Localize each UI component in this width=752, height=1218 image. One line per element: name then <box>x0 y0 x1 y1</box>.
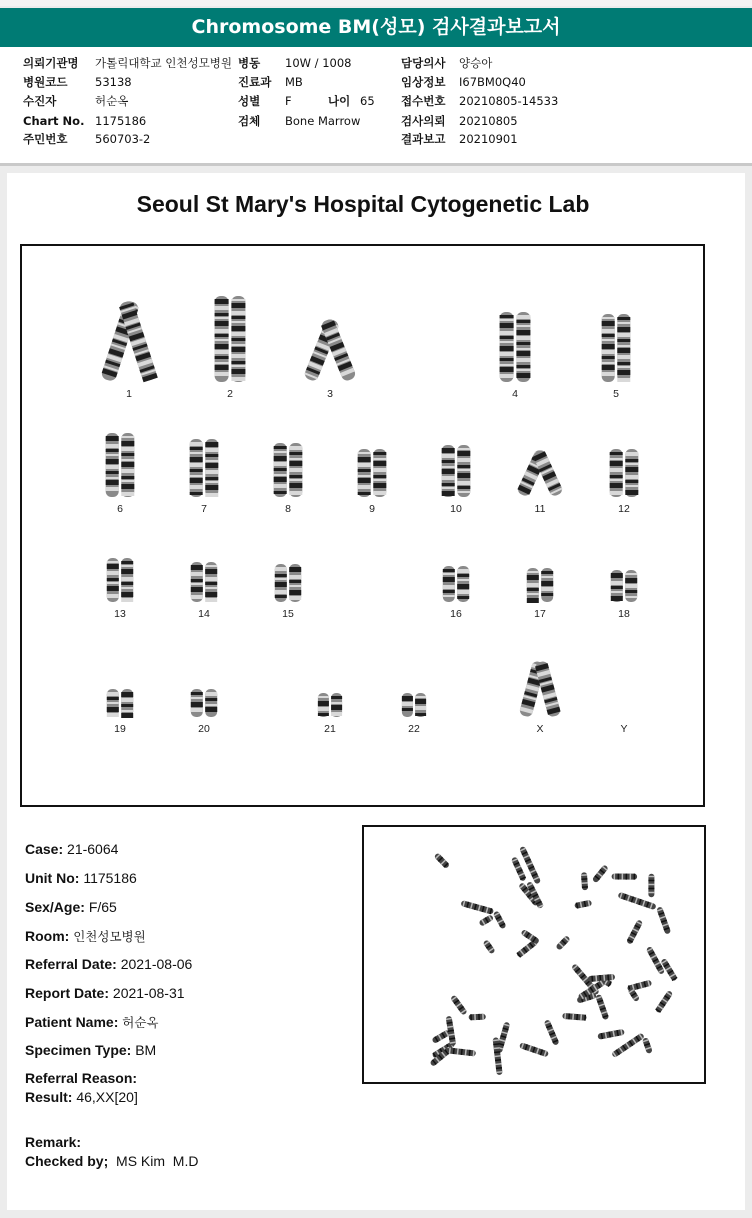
chromosome-9-b <box>373 449 386 497</box>
metaphase-chromosome <box>460 900 494 915</box>
value-chart-no: 1175186 <box>95 114 147 128</box>
label-ward: 병동 <box>238 56 261 70</box>
metaphase-chromosome <box>597 1029 625 1040</box>
metaphase-chromosome <box>656 906 671 934</box>
chromosome-12-a <box>610 449 623 497</box>
specimen-type-label: Specimen Type: <box>25 1042 132 1058</box>
chromosome-6-b <box>121 433 134 497</box>
chromosome-15-a <box>275 564 287 602</box>
unit-no-row <box>25 870 137 886</box>
metaphase-chromosome <box>642 1037 653 1054</box>
value-clinical-info: I67BM0Q40 <box>459 75 526 89</box>
label-sex: 성별 <box>238 94 261 108</box>
chromosome-22-a <box>402 693 413 717</box>
top-strip <box>0 0 752 6</box>
metaphase-chromosome <box>626 919 643 944</box>
metaphase-chromosome <box>581 872 588 890</box>
chromosome-13-a <box>107 558 119 602</box>
sex-age-row <box>25 899 117 915</box>
label-institution: 의뢰기관명 <box>23 56 79 70</box>
value-result-report: 20210901 <box>459 132 518 146</box>
case-label: Case: <box>25 841 64 857</box>
cytogenetic-report <box>7 173 745 1210</box>
metaphase-drawing <box>364 827 704 1082</box>
room-row <box>25 927 146 945</box>
metaphase-chromosome <box>434 852 451 869</box>
label-result-report: 결과보고 <box>401 132 446 146</box>
chromosome-label-15: 15 <box>282 608 294 620</box>
unit-no-label: Unit No: <box>25 870 80 886</box>
chromosome-17-a <box>527 568 539 603</box>
referral-date-value: 2021-08-06 <box>120 956 193 972</box>
value-hospital-code: 53138 <box>95 75 132 89</box>
case-row <box>25 841 118 857</box>
karyogram-drawing <box>22 246 703 805</box>
chromosome-10-b <box>457 445 470 497</box>
chromosome-label-Y: Y <box>620 723 628 735</box>
chromosome-label-11: 11 <box>534 503 546 515</box>
chromosome-14-b <box>205 562 217 602</box>
bottom-strip <box>0 1210 752 1218</box>
karyogram-image <box>20 244 705 807</box>
chromosome-5-a <box>602 314 615 382</box>
unit-no-value: 1175186 <box>83 870 137 886</box>
chromosome-4-b <box>516 312 530 382</box>
chromosome-label-3: 3 <box>327 388 333 400</box>
chromosome-label-13: 13 <box>114 608 126 620</box>
label-resident-no: 주민번호 <box>23 132 68 146</box>
result-value: 46,XX[20] <box>76 1089 138 1105</box>
metaphase-chromosome <box>478 914 494 927</box>
label-specimen: 검체 <box>238 114 261 128</box>
checked-by-row <box>25 1153 198 1169</box>
metaphase-chromosome <box>447 1047 476 1056</box>
chromosome-5-b <box>617 314 630 382</box>
sex-age-value: F/65 <box>88 899 117 915</box>
chromosome-20-b <box>205 689 217 717</box>
label-hospital-code: 병원코드 <box>23 75 68 89</box>
patient-info-panel <box>0 47 752 163</box>
metaphase-chromosome <box>469 1014 486 1021</box>
chromosome-10-a <box>442 445 455 497</box>
room-value: 인천성모병원 <box>73 930 146 944</box>
section-divider <box>0 163 752 166</box>
label-age: 나이 <box>328 94 351 108</box>
chromosome-label-21: 21 <box>324 723 336 735</box>
chromosome-label-12: 12 <box>618 503 630 515</box>
patient-name-row <box>25 1013 158 1031</box>
value-ward: 10W / 1008 <box>285 56 352 70</box>
checked-by-label: Checked by; <box>25 1153 109 1169</box>
value-sex: F <box>285 94 292 108</box>
metaphase-image <box>362 825 706 1084</box>
referral-reason-label: Referral Reason: <box>25 1070 138 1086</box>
chromosome-label-18: 18 <box>618 608 630 620</box>
chromosome-7-b <box>205 439 218 497</box>
chromosome-label-19: 19 <box>114 723 126 735</box>
metaphase-chromosome <box>450 995 468 1016</box>
metaphase-chromosome <box>493 910 507 929</box>
case-value: 21-6064 <box>67 841 119 857</box>
value-test-request: 20210805 <box>459 114 518 128</box>
chromosome-label-9: 9 <box>369 503 375 515</box>
value-institution: 가톨릭대학교 인천성모병원 <box>95 56 232 70</box>
chromosome-13-b <box>121 558 133 602</box>
chromosome-7-a <box>190 439 203 497</box>
value-age: 65 <box>360 94 375 108</box>
specimen-type-row <box>25 1042 156 1058</box>
result-row <box>25 1089 138 1105</box>
referral-date-row <box>25 956 192 972</box>
metaphase-chromosome <box>431 1029 450 1044</box>
chromosome-15-b <box>289 564 301 602</box>
chromosome-18-b <box>625 570 637 602</box>
chromosome-label-17: 17 <box>534 608 546 620</box>
checked-by-value: MS Kim M.D <box>116 1153 199 1169</box>
label-doctor: 담당의사 <box>401 56 446 70</box>
chromosome-12-b <box>625 449 638 497</box>
chromosome-8-b <box>289 443 302 497</box>
value-specimen: Bone Marrow <box>285 114 361 128</box>
metaphase-chromosome <box>544 1019 560 1046</box>
remark-label: Remark: <box>25 1134 82 1150</box>
specimen-type-value: BM <box>135 1042 157 1058</box>
report-date-row <box>25 985 185 1001</box>
metaphase-chromosome <box>592 864 609 883</box>
chromosome-2-b <box>231 296 245 382</box>
value-doctor: 양승아 <box>459 56 493 70</box>
chromosome-16-a <box>443 566 455 602</box>
chromosome-label-8: 8 <box>285 503 291 515</box>
metaphase-chromosome <box>562 1013 587 1021</box>
result-label: Result: <box>25 1089 73 1105</box>
metaphase-chromosome <box>595 994 609 1020</box>
chromosome-14-a <box>191 562 203 602</box>
chromosome-label-16: 16 <box>450 608 462 620</box>
label-clinical-info: 임상정보 <box>401 75 446 89</box>
chromosome-label-7: 7 <box>201 503 207 515</box>
value-resident-no: 560703-2 <box>95 132 151 146</box>
report-title: Chromosome BM(성모) 검사결과보고서 <box>191 16 561 38</box>
chromosome-17-b <box>541 568 553 602</box>
room-label: Room: <box>25 928 70 944</box>
chromosome-2-a <box>215 296 229 382</box>
chromosome-4-a <box>500 312 514 382</box>
metaphase-chromosome <box>519 1042 549 1057</box>
chromosome-label-20: 20 <box>198 723 210 735</box>
chromosome-label-14: 14 <box>198 608 210 620</box>
chromosome-20-a <box>191 689 203 717</box>
remark-row <box>25 1134 81 1150</box>
chromosome-label-4: 4 <box>512 388 518 400</box>
chromosome-8-a <box>274 443 287 497</box>
metaphase-chromosome <box>612 874 638 880</box>
label-patient: 수진자 <box>23 94 57 108</box>
chromosome-label-10: 10 <box>450 503 462 515</box>
chromosome-label-5: 5 <box>613 388 619 400</box>
metaphase-chromosome <box>628 987 641 1002</box>
label-department: 진료과 <box>238 75 272 89</box>
referral-reason-row <box>25 1070 137 1086</box>
metaphase-chromosome <box>555 935 570 951</box>
report-date-value: 2021-08-31 <box>112 985 185 1001</box>
chromosome-label-X: X <box>536 723 544 735</box>
value-receipt-no: 20210805-14533 <box>459 94 559 108</box>
chromosome-19-b <box>121 689 133 718</box>
report-date-label: Report Date: <box>25 985 110 1001</box>
chromosome-16-b <box>457 566 469 602</box>
chromosome-9-a <box>358 449 371 497</box>
label-test-request: 검사의뢰 <box>401 114 446 128</box>
chromosome-22-b <box>415 693 426 717</box>
chromosome-21-b <box>331 693 342 717</box>
value-patient: 허순옥 <box>95 94 129 108</box>
chromosome-19-a <box>107 689 119 717</box>
chromosome-18-a <box>611 570 623 602</box>
metaphase-chromosome <box>483 939 496 954</box>
metaphase-chromosome <box>574 900 592 909</box>
referral-date-label: Referral Date: <box>25 956 117 972</box>
report-title-bar <box>0 8 752 47</box>
chromosome-label-2: 2 <box>227 388 233 400</box>
sex-age-label: Sex/Age: <box>25 899 85 915</box>
chromosome-6-a <box>106 433 119 497</box>
label-receipt-no: 접수번호 <box>401 94 446 108</box>
chromosome-label-1: 1 <box>126 388 132 400</box>
patient-name-label: Patient Name: <box>25 1014 119 1030</box>
chromosome-21-a <box>318 693 329 717</box>
chromosome-label-6: 6 <box>117 503 123 515</box>
lab-title: Seoul St Mary's Hospital Cytogenetic Lab <box>136 191 590 217</box>
value-department: MB <box>285 75 303 89</box>
chromosome-label-22: 22 <box>408 723 420 735</box>
patient-name-value: 허순옥 <box>122 1016 159 1030</box>
metaphase-chromosome <box>511 856 527 881</box>
metaphase-chromosome <box>655 990 674 1014</box>
metaphase-chromosome <box>648 874 654 898</box>
label-chart-no: Chart No. <box>23 114 85 128</box>
